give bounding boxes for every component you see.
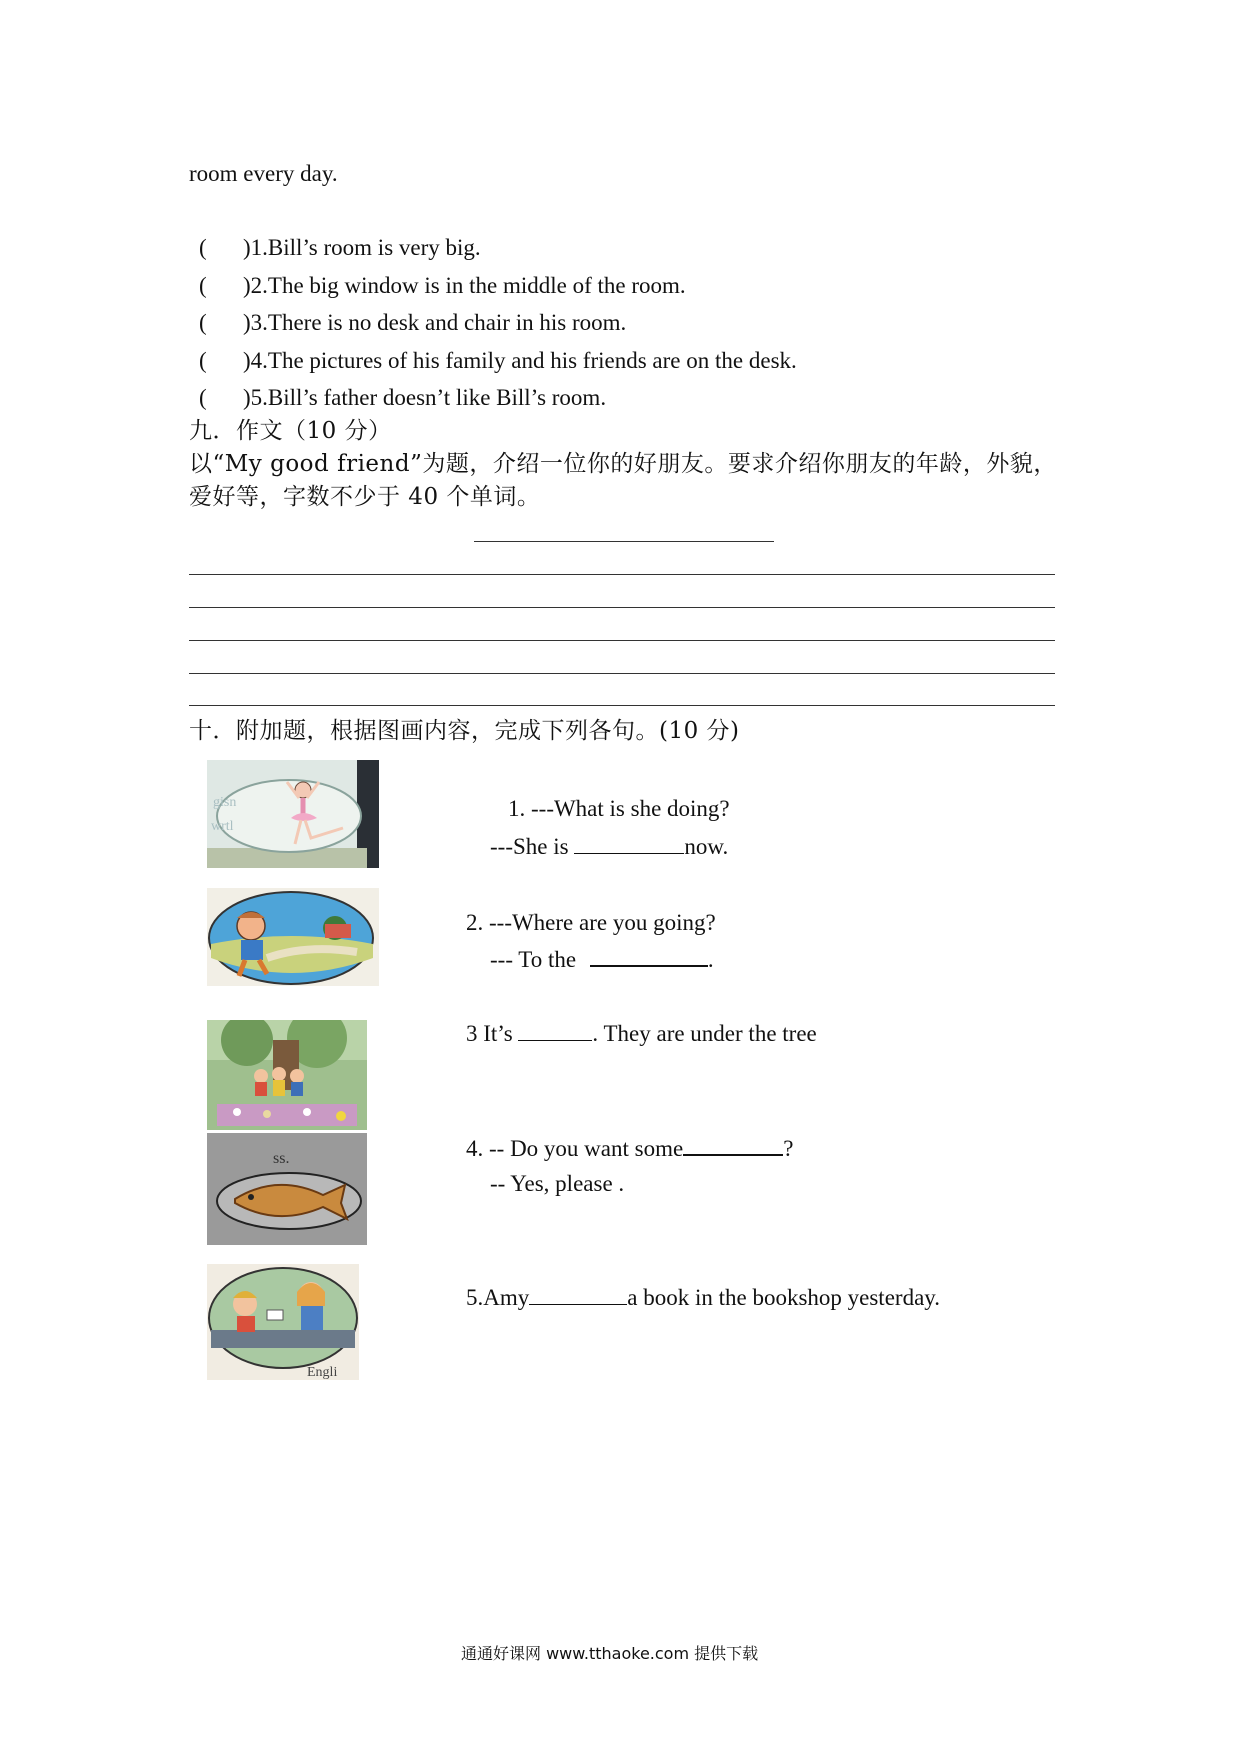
question-2-prefix: --- To the xyxy=(490,947,582,972)
svg-text:gisn: gisn xyxy=(213,795,237,810)
question-1-line2 xyxy=(490,833,728,861)
answer-paren[interactable]: ( xyxy=(199,310,207,335)
statement-text: )2.The big window is in the middle of the room. xyxy=(243,273,686,298)
true-false-item xyxy=(199,272,686,300)
essay-writing-line[interactable] xyxy=(189,574,1055,575)
answer-blank[interactable] xyxy=(590,945,708,967)
true-false-item xyxy=(199,347,797,375)
girls-at-bookshop-image xyxy=(207,1264,359,1380)
boy-walking-to-park-image xyxy=(207,888,379,986)
answer-paren[interactable]: ( xyxy=(199,348,207,373)
family-picnic-image xyxy=(207,1020,367,1130)
answer-blank[interactable] xyxy=(529,1284,627,1305)
answer-blank[interactable] xyxy=(683,1134,783,1156)
question-5-suffix: a book in the bookshop yesterday. xyxy=(627,1285,941,1310)
fish-on-plate-image xyxy=(207,1133,367,1245)
answer-paren[interactable]: ( xyxy=(199,273,207,298)
question-4-suffix: ? xyxy=(783,1136,794,1161)
essay-title-line[interactable] xyxy=(474,541,774,542)
answer-paren[interactable]: ( xyxy=(199,385,207,410)
ballet-dancer-image xyxy=(207,760,379,868)
question-2-line1: 2. ---Where are you going? xyxy=(466,910,716,935)
true-false-item xyxy=(199,309,626,337)
answer-blank[interactable] xyxy=(574,833,684,854)
statement-text: )3.There is no desk and chair in his room. xyxy=(243,310,627,335)
true-false-item xyxy=(199,234,481,262)
section-9-instruction-line1: 以“My good friend”为题，介绍一位你的好朋友。要求介绍你朋友的年龄，外貌， xyxy=(189,451,1057,477)
statement-text: )1.Bill’s room is very big. xyxy=(243,235,481,260)
question-2-line2 xyxy=(490,945,714,974)
question-2-suffix: . xyxy=(707,947,714,972)
statement-text: )4.The pictures of his family and his friends are on the desk. xyxy=(243,348,797,373)
essay-writing-line[interactable] xyxy=(189,607,1055,608)
question-3-line1 xyxy=(466,1020,817,1048)
question-4-prefix: 4. -- Do you want some xyxy=(466,1136,684,1161)
question-4-line1 xyxy=(466,1134,793,1163)
page-footer: 通通好课网 www.tthaoke.com 提供下载 xyxy=(461,1644,759,1663)
question-1-line1: 1. ---What is she doing? xyxy=(508,796,730,821)
essay-writing-line[interactable] xyxy=(189,640,1055,641)
reading-passage-tail: room every day. xyxy=(189,161,338,186)
answer-paren[interactable]: ( xyxy=(199,235,207,260)
svg-text:Engli: Engli xyxy=(307,1365,338,1380)
question-5-prefix: 5.Amy xyxy=(466,1285,530,1310)
true-false-item xyxy=(199,384,606,412)
question-1-prefix: ---She is xyxy=(490,834,575,859)
question-1-suffix: now. xyxy=(684,834,729,859)
question-3-suffix: . They are under the tree xyxy=(592,1021,817,1046)
statement-text: )5.Bill’s father doesn’t like Bill’s room. xyxy=(243,385,607,410)
question-4-line2: -- Yes, please . xyxy=(490,1171,625,1196)
section-10-heading: 十．附加题，根据图画内容，完成下列各句。(10 分) xyxy=(189,718,740,744)
svg-text:ss.: ss. xyxy=(273,1150,290,1167)
question-5-line1 xyxy=(466,1284,940,1312)
section-9-heading: 九．作文（10 分） xyxy=(189,418,392,444)
essay-writing-line[interactable] xyxy=(189,705,1055,706)
question-3-prefix: 3 It’s xyxy=(466,1021,519,1046)
answer-blank[interactable] xyxy=(518,1020,592,1041)
section-9-instruction-line2: 爱好等，字数不少于 40 个单词。 xyxy=(189,484,541,510)
essay-writing-line[interactable] xyxy=(189,673,1055,674)
svg-text:wrtl: wrtl xyxy=(211,819,234,834)
